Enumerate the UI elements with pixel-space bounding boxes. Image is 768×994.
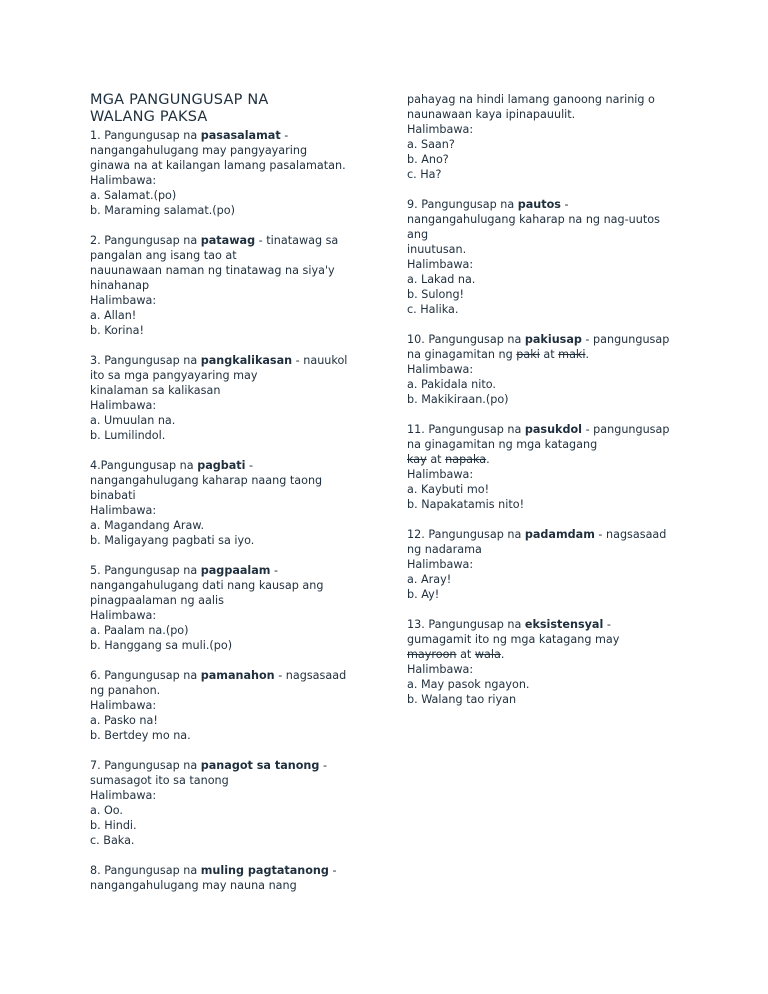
section-heading: 4.Pangungusap na pagbati - <box>90 459 254 472</box>
example-item: b. Maraming salamat.(po) <box>90 204 235 217</box>
example-item: c. Ha? <box>407 168 442 181</box>
section-term: pagbati <box>197 459 246 472</box>
example-item: b. Lumilindol. <box>90 429 166 442</box>
struck-word: kay <box>407 453 427 466</box>
section-heading: 7. Pangungusap na panagot sa tanong - <box>90 759 327 772</box>
section-desc: kinalaman sa kalikasan <box>90 384 221 397</box>
struck-word: napaka <box>445 453 487 466</box>
example-label: Halimbawa: <box>90 399 157 412</box>
section-term: pamanahon <box>200 669 275 682</box>
section-term: pangkalikasan <box>200 354 293 367</box>
section-11 <box>407 422 682 512</box>
section-1 <box>90 128 358 218</box>
title-line-1: MGA PANGUNGUSAP NA <box>90 92 269 108</box>
section-desc: ginawa na at kailangan lamang pasalamatan. <box>90 159 346 172</box>
struck-word: paki <box>516 348 540 361</box>
example-item: b. Ano? <box>407 153 449 166</box>
example-item: a. Lakad na. <box>407 273 476 286</box>
example-item: b. Napakatamis nito! <box>407 498 525 511</box>
title-line-2: WALANG PAKSA <box>90 109 208 125</box>
struck-word: wala <box>474 648 501 661</box>
section-desc: pahayag na hindi lamang ganoong narinig o <box>407 93 655 106</box>
left-column <box>90 92 358 893</box>
example-item: c. Baka. <box>90 834 135 847</box>
section-2 <box>90 233 358 338</box>
section-heading: 5. Pangungusap na pagpaalam - <box>90 564 279 577</box>
section-desc: pinagpaalaman ng aalis <box>90 594 224 607</box>
section-heading: 9. Pangungusap na pautos - <box>407 198 569 211</box>
struck-word: mayroon <box>407 648 457 661</box>
section-term: pakiusap <box>524 333 582 346</box>
example-item: a. Aray! <box>407 573 452 586</box>
section-desc: mayroon at wala. <box>407 648 505 661</box>
example-label: Halimbawa: <box>90 294 157 307</box>
section-heading: 2. Pangungusap na patawag - tinatawag sa <box>90 234 339 247</box>
example-label: Halimbawa: <box>90 504 157 517</box>
section-desc: inuutusan. <box>407 243 467 256</box>
example-label: Halimbawa: <box>90 699 157 712</box>
example-item: a. Saan? <box>407 138 455 151</box>
example-label: Halimbawa: <box>407 123 474 136</box>
section-desc: hinahanap <box>90 279 150 292</box>
section-5 <box>90 563 358 653</box>
example-item: b. Bertdey mo na. <box>90 729 191 742</box>
example-item: b. Ay! <box>407 588 440 601</box>
section-desc: binabati <box>90 489 136 502</box>
section-13 <box>407 617 682 707</box>
section-8-continued <box>407 92 682 182</box>
section-term: eksistensyal <box>524 618 604 631</box>
section-heading: 11. Pangungusap na pasukdol - pangungusap <box>407 423 670 436</box>
example-label: Halimbawa: <box>407 468 474 481</box>
section-7 <box>90 758 358 848</box>
section-desc: ito sa mga pangyayaring may <box>90 369 258 382</box>
page-title <box>90 92 358 126</box>
section-3 <box>90 353 358 443</box>
section-desc: nangangahulugang may pangyayaring <box>90 144 308 157</box>
example-item: a. Paalam na.(po) <box>90 624 189 637</box>
section-desc: kay at napaka. <box>407 453 490 466</box>
section-heading: 3. Pangungusap na pangkalikasan - nauukol <box>90 354 348 367</box>
section-desc: ng nadarama <box>407 543 482 556</box>
example-item: b. Korina! <box>90 324 144 337</box>
section-12 <box>407 527 682 602</box>
section-desc: na ginagamitan ng mga katagang <box>407 438 598 451</box>
section-4 <box>90 458 358 548</box>
example-item: c. Halika. <box>407 303 459 316</box>
section-desc: nauunawaan naman ng tinatawag na siya'y <box>90 264 335 277</box>
section-heading: 12. Pangungusap na padamdam - nagsasaad <box>407 528 667 541</box>
section-term: pautos <box>517 198 561 211</box>
section-heading: 10. Pangungusap na pakiusap - pangungusap <box>407 333 670 346</box>
example-label: Halimbawa: <box>90 609 157 622</box>
section-desc: nangangahulugang kaharap naang taong <box>90 474 323 487</box>
example-item: a. Allan! <box>90 309 137 322</box>
example-label: Halimbawa: <box>407 663 474 676</box>
section-term: pasasalamat <box>200 129 281 142</box>
section-term: muling pagtatanong <box>200 864 329 877</box>
section-desc: nangangahulugang dati nang kausap ang <box>90 579 324 592</box>
example-item: a. Pakidala nito. <box>407 378 496 391</box>
section-desc: na ginagamitan ng paki at maki. <box>407 348 590 361</box>
example-label: Halimbawa: <box>407 363 474 376</box>
example-item: b. Hindi. <box>90 819 137 832</box>
struck-word: maki <box>558 348 586 361</box>
example-label: Halimbawa: <box>407 258 474 271</box>
section-9 <box>407 197 682 317</box>
example-item: a. Pasko na! <box>90 714 158 727</box>
section-term: pasukdol <box>524 423 583 436</box>
section-term: padamdam <box>524 528 595 541</box>
example-item: a. Oo. <box>90 804 123 817</box>
example-item: a. Kaybuti mo! <box>407 483 490 496</box>
section-8 <box>90 863 358 893</box>
section-heading: 6. Pangungusap na pamanahon - nagsasaad <box>90 669 347 682</box>
section-desc: sumasagot ito sa tanong <box>90 774 229 787</box>
example-label: Halimbawa: <box>90 789 157 802</box>
section-desc: pangalan ang isang tao at <box>90 249 237 262</box>
example-label: Halimbawa: <box>407 558 474 571</box>
section-desc: nangangahulugang may nauna nang <box>90 879 297 892</box>
example-item: a. Salamat.(po) <box>90 189 177 202</box>
example-item: b. Maligayang pagbati sa iyo. <box>90 534 255 547</box>
section-term: patawag <box>200 234 256 247</box>
example-item: a. Magandang Araw. <box>90 519 205 532</box>
section-term: pagpaalam <box>200 564 271 577</box>
section-heading: 1. Pangungusap na pasasalamat - <box>90 129 289 142</box>
section-heading: 13. Pangungusap na eksistensyal - <box>407 618 611 631</box>
example-label: Halimbawa: <box>90 174 157 187</box>
section-desc: naunawaan kaya ipinapauulit. <box>407 108 576 121</box>
section-10 <box>407 332 682 407</box>
section-desc: ng panahon. <box>90 684 161 697</box>
section-6 <box>90 668 358 743</box>
example-item: a. May pasok ngayon. <box>407 678 530 691</box>
section-desc: ang <box>407 228 429 241</box>
example-item: b. Makikiraan.(po) <box>407 393 509 406</box>
example-item: b. Walang tao riyan <box>407 693 517 706</box>
section-heading: 8. Pangungusap na muling pagtatanong - <box>90 864 337 877</box>
right-column <box>407 92 682 707</box>
example-item: a. Umuulan na. <box>90 414 176 427</box>
section-desc: gumagamit ito ng mga katagang may <box>407 633 620 646</box>
section-term: panagot sa tanong <box>200 759 320 772</box>
example-item: b. Hanggang sa muli.(po) <box>90 639 233 652</box>
section-desc: nangangahulugang kaharap na ng nag-uutos <box>407 213 660 226</box>
example-item: b. Sulong! <box>407 288 465 301</box>
